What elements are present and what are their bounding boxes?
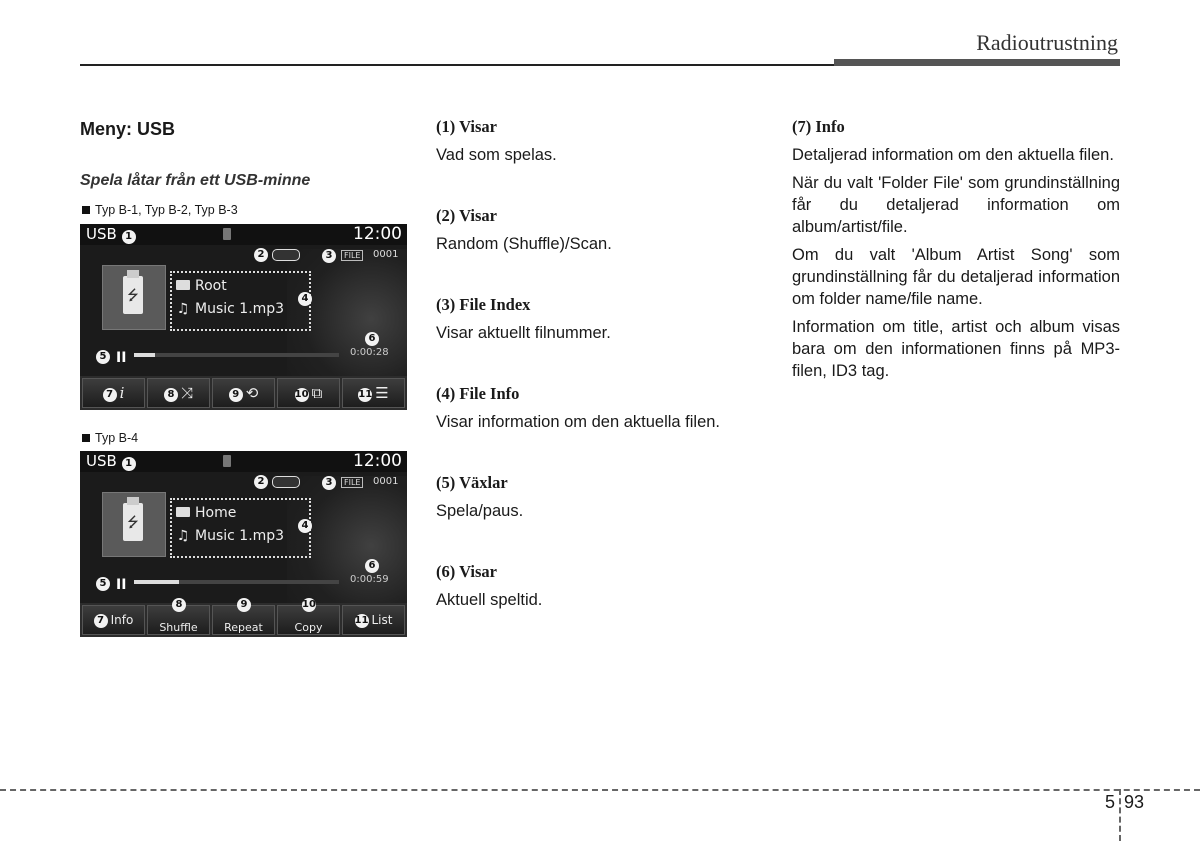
section-title: Meny: USB (80, 119, 176, 139)
item-text: Vad som spelas. (436, 146, 557, 164)
file-tag: FILE (341, 250, 363, 261)
marker-4: 4 (298, 292, 312, 306)
usb-stick-icon: ⭍ (123, 503, 143, 541)
item-3 (436, 294, 766, 344)
source-text: USB (86, 225, 117, 243)
button-label: Copy (294, 621, 323, 634)
song-text: Music 1.mp3 (195, 528, 285, 544)
button-label: Shuffle (159, 621, 198, 634)
file-index: 0001 (373, 249, 399, 260)
shuffle-button[interactable] (147, 378, 210, 408)
marker-1: 1 (122, 230, 136, 244)
list-button[interactable] (342, 605, 405, 635)
shuffle-button[interactable] (147, 599, 210, 635)
music-note-icon: ♫ (176, 301, 190, 317)
song-name (176, 301, 284, 317)
source-text: USB (86, 452, 117, 470)
marker-5: 5 (96, 577, 110, 591)
marker-5: 5 (96, 350, 110, 364)
item-text: Spela/paus. (436, 502, 524, 520)
list-icon: ☰ (375, 384, 389, 402)
folder-name (176, 278, 227, 294)
progress-bar[interactable] (134, 353, 339, 357)
song-name (176, 528, 284, 544)
progress-fill (134, 353, 155, 357)
play-mode-icon (272, 249, 300, 261)
usb-screen-1 (80, 224, 407, 410)
info-button[interactable] (82, 378, 145, 408)
file-tag: FILE (341, 477, 363, 488)
folder-icon (176, 280, 190, 290)
item-4 (436, 383, 766, 433)
item-heading: (2) Visar (436, 206, 497, 225)
copy-button[interactable] (277, 378, 340, 408)
soft-key-row (80, 376, 407, 410)
button-label: Info (110, 613, 134, 627)
marker-2: 2 (254, 248, 268, 262)
marker-1: 1 (122, 457, 136, 471)
btn-num: 11 (354, 615, 369, 626)
usb-screen-2 (80, 451, 407, 637)
source-label (86, 452, 136, 471)
marker-3: 3 (322, 249, 336, 263)
page-number: 93 (1124, 792, 1145, 812)
item-heading: (3) File Index (436, 295, 531, 314)
page-header-title: Radioutrustning (976, 30, 1118, 55)
pause-icon[interactable]: II (116, 350, 127, 366)
repeat-button[interactable] (212, 378, 275, 408)
type-label-text: Typ B-4 (95, 431, 139, 445)
btn-num: 7 (103, 388, 117, 402)
item-heading: (7) Info (792, 117, 845, 136)
btn-num: 9 (229, 388, 243, 402)
item-heading: (6) Visar (436, 562, 497, 581)
item-heading: (4) File Info (436, 384, 520, 403)
song-text: Music 1.mp3 (195, 301, 285, 317)
music-note-icon: ♫ (176, 528, 190, 544)
item-heading: (5) Växlar (436, 473, 508, 492)
btn-num: 10 (294, 389, 309, 400)
file-index: 0001 (373, 476, 399, 487)
footer-divider (1119, 789, 1121, 841)
btn-num: 9 (237, 598, 251, 612)
progress-bar[interactable] (134, 580, 339, 584)
list-button[interactable] (342, 378, 405, 408)
btn-num: 10 (302, 599, 316, 610)
bullet-square-icon (82, 434, 90, 442)
info-icon: i (119, 384, 125, 402)
section-subtitle: Spela låtar från ett USB-minne (80, 172, 311, 189)
info-paragraph-3: Om du valt 'Album Artist Song' som grundinställning får du detaljerad information om folder name/file name. (792, 246, 1120, 308)
info-button[interactable] (82, 605, 145, 635)
btn-num: 7 (94, 614, 108, 628)
page-section-number: 5 (1105, 792, 1116, 812)
album-art (102, 492, 166, 557)
marker-6: 6 (365, 559, 379, 573)
item-text: Visar information om den aktuella filen. (436, 413, 721, 431)
item-heading: (1) Visar (436, 117, 497, 136)
marker-6: 6 (365, 332, 379, 346)
item-text: Random (Shuffle)/Scan. (436, 235, 612, 253)
btn-num: 8 (172, 598, 186, 612)
source-label (86, 225, 136, 244)
btn-num: 8 (164, 388, 178, 402)
repeat-icon: ⟲ (245, 384, 259, 402)
info-paragraph-2: När du valt 'Folder File' som grundinställning får du detaljerad information om album/artist/file. (792, 174, 1120, 236)
item-1 (436, 116, 766, 166)
header-rule-accent (834, 59, 1120, 66)
button-label: Repeat (224, 621, 263, 634)
repeat-button[interactable] (212, 599, 275, 635)
pause-icon[interactable]: II (116, 577, 127, 593)
usb-status-icon (223, 228, 231, 240)
item-2 (436, 205, 766, 255)
button-label: List (371, 613, 393, 627)
item-5 (436, 472, 766, 522)
shuffle-icon: ⤨ (180, 384, 193, 402)
clock: 12:00 (353, 451, 402, 471)
usb-stick-icon: ⭍ (123, 276, 143, 314)
btn-num: 11 (358, 389, 373, 400)
item-text: Visar aktuellt filnummer. (436, 324, 611, 342)
copy-button[interactable] (277, 599, 340, 635)
info-paragraph-4: Information om title, artist och album visas bara om den informationen finns på MP3-filen, ID3 tag. (792, 318, 1120, 380)
folder-icon (176, 507, 190, 517)
clock: 12:00 (353, 224, 402, 244)
folder-text: Home (195, 505, 237, 521)
play-mode-icon (272, 476, 300, 488)
folder-name (176, 505, 236, 521)
elapsed-time: 0:00:59 (350, 574, 389, 585)
album-art (102, 265, 166, 330)
folder-text: Root (195, 278, 227, 294)
info-paragraph-1: Detaljerad information om den aktuella filen. (792, 146, 1114, 164)
item-text: Aktuell speltid. (436, 591, 543, 609)
marker-4: 4 (298, 519, 312, 533)
type-label-2 (82, 431, 138, 445)
soft-key-row (80, 599, 407, 637)
middle-column (436, 116, 766, 611)
marker-2: 2 (254, 475, 268, 489)
bullet-square-icon (82, 206, 90, 214)
right-column (792, 116, 1120, 382)
footer-rule (0, 789, 1200, 791)
type-label-text: Typ B-1, Typ B-2, Typ B-3 (95, 203, 238, 217)
item-6 (436, 561, 766, 611)
marker-3: 3 (322, 476, 336, 490)
usb-status-icon (223, 455, 231, 467)
progress-fill (134, 580, 179, 584)
elapsed-time: 0:00:28 (350, 347, 389, 358)
copy-icon: ⧉ (311, 384, 323, 402)
type-label-1 (82, 203, 238, 217)
